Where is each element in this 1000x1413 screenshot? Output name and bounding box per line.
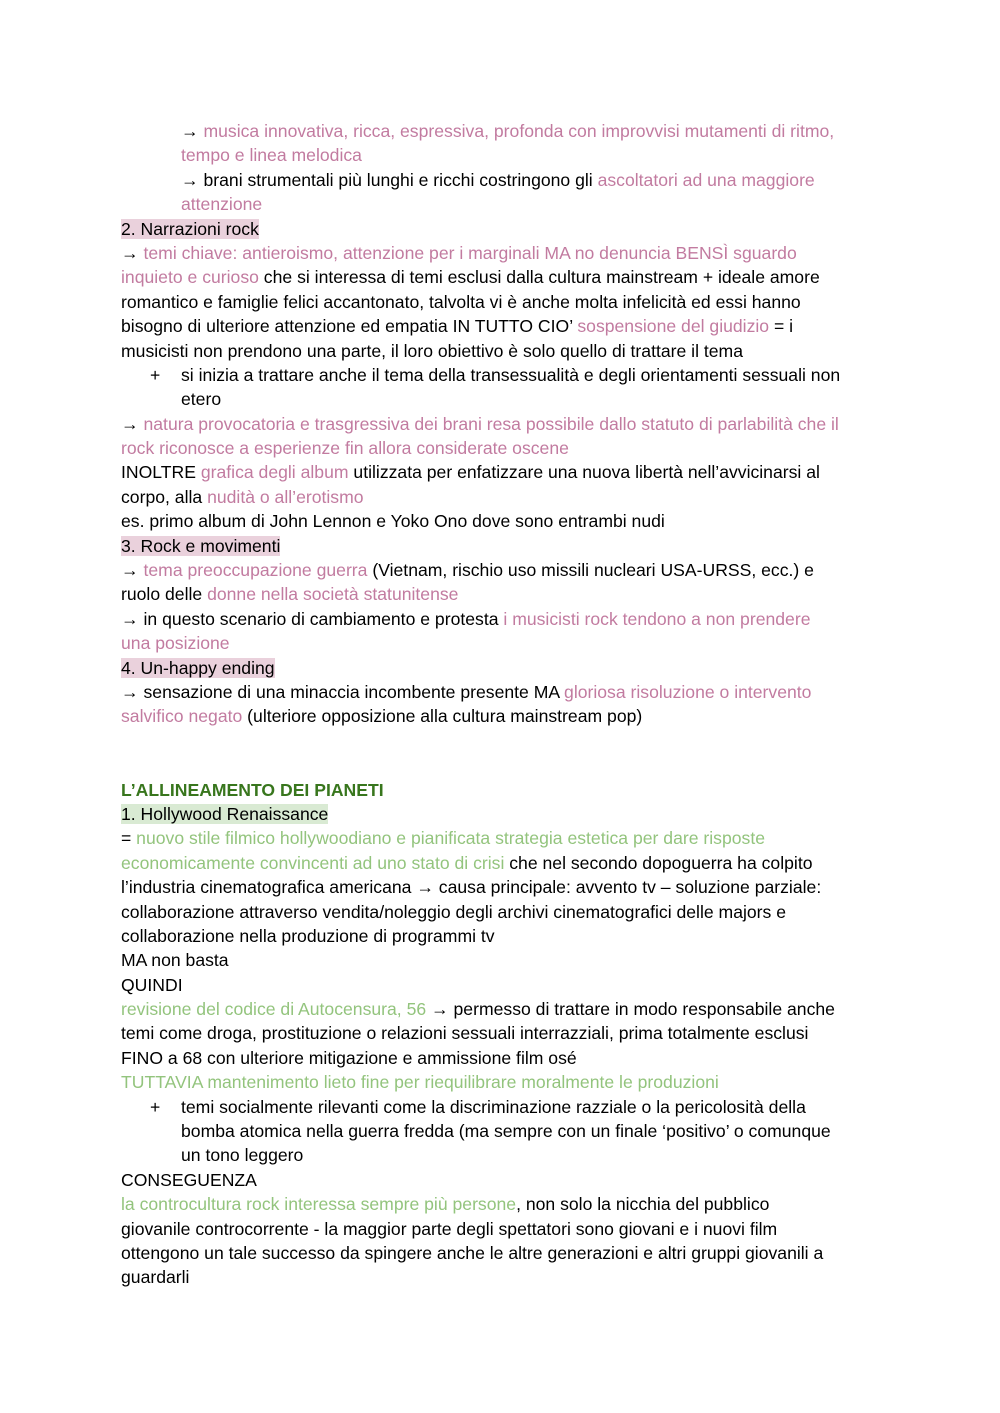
bullet-mark: + [150, 1096, 161, 1117]
text-line [121, 1168, 881, 1192]
text-line [121, 1143, 881, 1167]
text-segment: QUINDI [121, 974, 183, 995]
highlighted-text: ascoltatori ad una maggiore [597, 169, 815, 190]
highlighted-text: nuovo stile filmico hollywoodiano e pianificata strategia estetica per dare risposte [136, 828, 766, 849]
text-line [121, 558, 881, 582]
text-line [121, 217, 881, 241]
text-line [121, 997, 881, 1021]
text-line [121, 973, 881, 997]
highlighted-text: salvifico negato [121, 706, 243, 727]
text-segment: che nel secondo dopoguerra ha colpito [504, 852, 813, 873]
text-line [121, 631, 881, 655]
text-line [121, 509, 881, 533]
text-line [121, 192, 881, 216]
text-segment: → [121, 242, 144, 263]
text-segment: es. primo album di John Lennon e Yoko Ono dove sono entrambi nudi [121, 511, 665, 532]
text-segment: CONSEGUENZA [121, 1169, 257, 1190]
text-line [121, 412, 881, 436]
text-line [121, 851, 881, 875]
document-page [121, 119, 881, 1290]
text-line [121, 241, 881, 265]
highlighted-text: temi chiave: antieroismo, attenzione per i marginali MA no denuncia BENSÌ sguardo [143, 242, 797, 263]
text-segment: → [121, 413, 144, 434]
text-segment: → brani strumentali più lunghi e ricchi costringono gli [181, 169, 598, 190]
chapter-title: L’ALLINEAMENTO DEI PIANETI [121, 779, 384, 800]
text-line [121, 485, 881, 509]
text-segment: l’industria cinematografica americana → causa principale: avvento tv – soluzione parziale: [121, 877, 822, 898]
text-segment: musicisti non prendono una parte, il loro obiettivo è solo quello di trattare il tema [121, 340, 743, 361]
highlighted-text: una posizione [121, 633, 230, 654]
text-line [121, 826, 881, 850]
text-segment: guardarli [121, 1267, 190, 1288]
highlighted-text: tempo e linea melodica [181, 145, 362, 166]
text-segment: bomba atomica nella guerra fredda (ma sempre con un finale ‘positivo’ o comunque [181, 1121, 831, 1142]
text-segment: FINO a 68 con ulteriore mitigazione e ammissione film osé [121, 1047, 577, 1068]
text-line [121, 534, 881, 558]
highlighted-text: grafica degli album [200, 462, 349, 483]
text-segment: ottengono un tale successo da spingere anche le altre generazioni e altri gruppi giovanili a [121, 1242, 824, 1263]
text-line [121, 339, 881, 363]
text-segment: → in questo scenario di cambiamento e protesta [121, 608, 504, 629]
text-segment: → sensazione di una minaccia incombente presente MA [121, 681, 565, 702]
text-line [121, 607, 881, 631]
text-line [121, 582, 881, 606]
text-segment: INOLTRE [121, 462, 201, 483]
highlighted-text: la controcultura rock interessa sempre più persone [121, 1194, 517, 1215]
text-segment: (Vietnam, rischio uso missili nucleari USA-URSS, ecc.) e [367, 560, 814, 581]
highlighted-text: natura provocatoria e trasgressiva dei brani resa possibile dallo statuto di parlabilità che il [143, 413, 839, 434]
highlighted-text: musica innovativa, ricca, espressiva, profonda con improvvisi mutamenti di ritmo, [203, 121, 835, 141]
text-line [121, 704, 881, 728]
text-line [121, 680, 881, 704]
text-segment: corpo, alla [121, 486, 208, 507]
text-line [121, 1021, 881, 1045]
text-segment: , non solo la nicchia del pubblico [516, 1194, 770, 1215]
text-segment: (ulteriore opposizione alla cultura mainstream pop) [242, 706, 643, 727]
text-line [121, 460, 881, 484]
text-line [121, 1119, 881, 1143]
text-line [121, 1265, 881, 1289]
highlighted-text: i musicisti rock tendono a non prendere [503, 608, 811, 629]
text-line [121, 1046, 881, 1070]
text-line [121, 1217, 881, 1241]
text-line [121, 1070, 881, 1094]
section-heading: 1. Hollywood Renaissance [121, 803, 329, 824]
text-segment: collaborazione nella produzione di programmi tv [121, 925, 495, 946]
text-line [121, 924, 881, 948]
text-segment: collaborazione attraverso vendita/noleggio degli archivi cinematografici delle majors e [121, 901, 787, 922]
text-segment: si inizia a trattare anche il tema della transessualità e degli orientamenti sessuali non [181, 364, 841, 385]
text-line [121, 1241, 881, 1265]
text-segment: MA non basta [121, 950, 229, 971]
text-segment: → permesso di trattare in modo responsabile anche [426, 999, 835, 1020]
text-line [121, 436, 881, 460]
text-segment: temi socialmente rilevanti come la discriminazione razziale o la pericolosità della [181, 1096, 806, 1117]
text-line [121, 656, 881, 680]
text-segment: etero [181, 389, 222, 410]
text-line [121, 1095, 881, 1119]
text-segment: romantico e famiglie felici accantonato, talvolta vi è anche molta infelicità ed essi hanno [121, 291, 801, 312]
text-line [121, 290, 881, 314]
text-line [121, 900, 881, 924]
highlighted-text: attenzione [181, 194, 263, 215]
text-segment: ruolo delle [121, 584, 208, 605]
text-segment: temi come droga, prostituzione o relazioni sessuali interrazziali, prima totalmente esclusi [121, 1023, 809, 1044]
text-line [121, 314, 881, 338]
highlighted-text: tema preoccupazione guerra [143, 560, 368, 581]
text-segment: utilizzata per enfatizzare una nuova libertà nell’avvicinarsi al [348, 462, 820, 483]
text-line [121, 802, 881, 826]
text-segment: che si interessa di temi esclusi dalla cultura mainstream + ideale amore [258, 267, 820, 288]
highlighted-text: nudità o all’erotismo [207, 486, 364, 507]
highlighted-text: donne nella società statunitense [207, 584, 459, 605]
text-line [121, 778, 881, 802]
highlighted-text: revisione del codice di Autocensura, 56 [121, 999, 427, 1020]
text-line [121, 119, 881, 143]
highlighted-text: inquieto e curioso [121, 267, 259, 288]
text-line [121, 265, 881, 289]
section-heading: 3. Rock e movimenti [121, 535, 281, 556]
highlighted-text: rock riconosce a esperienze fin allora considerate oscene [121, 438, 569, 459]
highlighted-text: economicamente convincenti ad uno stato di crisi [121, 852, 505, 873]
text-segment: = i [769, 316, 794, 337]
text-line [121, 363, 881, 387]
highlighted-text: sospensione del giudizio [577, 316, 770, 337]
highlighted-text: TUTTAVIA mantenimento lieto fine per riequilibrare moralmente le produzioni [121, 1072, 719, 1093]
text-segment: bisogno di ulteriore attenzione ed empatia IN TUTTO CIO’ [121, 316, 578, 337]
bullet-mark: + [150, 364, 161, 385]
text-segment: un tono leggero [181, 1145, 304, 1166]
text-line [121, 1192, 881, 1216]
highlighted-text: gloriosa risoluzione o intervento [564, 681, 812, 702]
section-gap [121, 729, 881, 778]
section-heading: 2. Narrazioni rock [121, 218, 259, 239]
text-line [121, 143, 881, 167]
text-segment: → [121, 560, 144, 581]
section-heading: 4. Un-happy ending [121, 657, 275, 678]
text-segment: giovanile controcorrente - la maggior parte degli spettatori sono giovani e i nuovi film [121, 1218, 778, 1239]
text-segment: → [181, 121, 204, 141]
text-line [121, 948, 881, 972]
text-line [121, 875, 881, 899]
text-line [121, 168, 881, 192]
text-segment: = [121, 828, 137, 849]
text-line [121, 387, 881, 411]
